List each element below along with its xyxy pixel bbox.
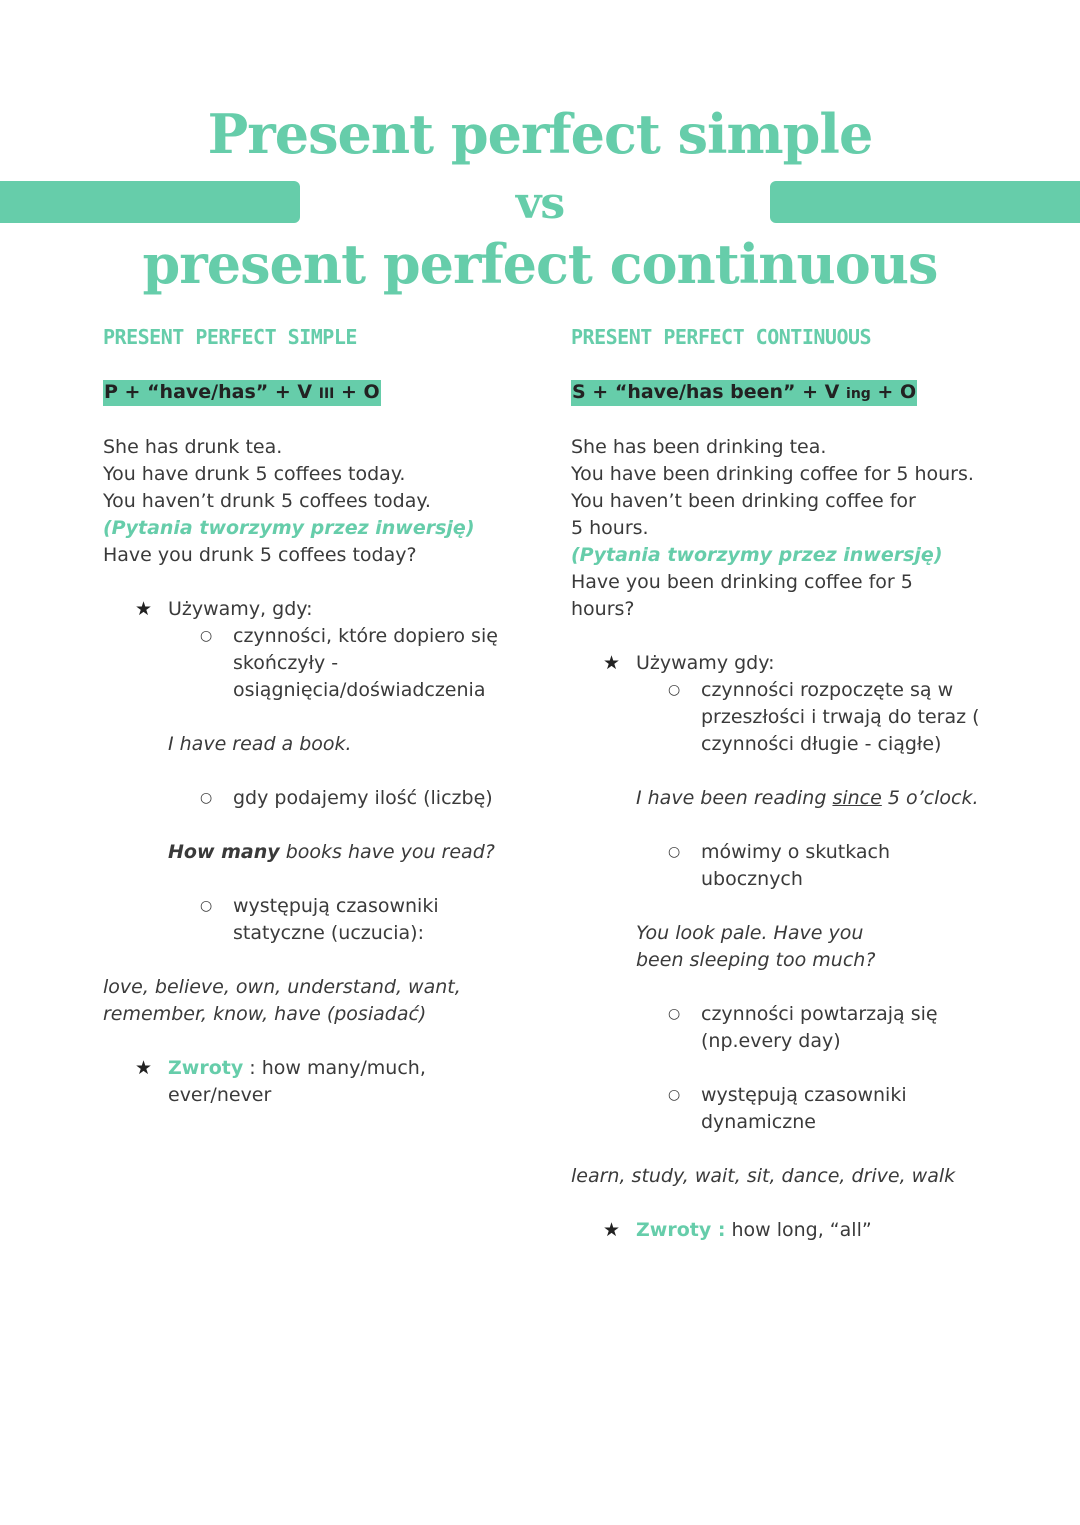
simple-use-3-text: występują czasowniki statyczne (uczucia): bbox=[233, 895, 439, 944]
continuous-phrases-text: how long, “all” bbox=[725, 1219, 872, 1241]
circle-bullet-icon: ○ bbox=[200, 628, 213, 644]
simple-example-1: She has drunk tea. bbox=[103, 436, 283, 458]
continuous-use-1-text: czynności rozpoczęte są w przeszłości i trwają do teraz ( czynności długie - ciągłe) bbox=[701, 679, 980, 755]
continuous-use-1 bbox=[668, 677, 981, 758]
continuous-formula bbox=[571, 380, 917, 406]
continuous-example-reading bbox=[636, 785, 981, 812]
simple-use-1-text: czynności, które dopiero się skończyły - osiągnięcia/doświadczenia bbox=[233, 625, 498, 701]
simple-verbs-line-1: love, believe, own, understand, want, bbox=[103, 976, 461, 998]
simple-example-2: You have drunk 5 coffees today. bbox=[103, 463, 406, 485]
simple-formula-part-b: + O bbox=[334, 381, 380, 403]
simple-formula bbox=[103, 380, 381, 406]
star-icon: ★ bbox=[135, 598, 153, 620]
circle-bullet-icon: ○ bbox=[668, 1006, 681, 1022]
title-line-1: Present perfect simple bbox=[207, 102, 873, 166]
continuous-column bbox=[571, 322, 981, 1244]
continuous-formula-part-a: S + “have/has been” + V bbox=[572, 381, 847, 403]
continuous-examples bbox=[571, 434, 981, 623]
simple-formula-sub: III bbox=[318, 386, 335, 402]
continuous-use-2-text: mówimy o skutkach ubocznych bbox=[701, 841, 891, 890]
continuous-example-3: You haven’t been drinking coffee for 5 hours. bbox=[571, 490, 916, 539]
continuous-phrases bbox=[603, 1217, 981, 1244]
simple-uses bbox=[135, 596, 523, 623]
circle-bullet-icon: ○ bbox=[668, 1087, 681, 1103]
continuous-example-reading-since: since bbox=[832, 787, 882, 809]
continuous-use-2 bbox=[668, 839, 981, 893]
simple-example-3: You haven’t drunk 5 coffees today. bbox=[103, 490, 431, 512]
circle-bullet-icon: ○ bbox=[200, 790, 213, 806]
title-line-3: present perfect continuous bbox=[142, 232, 938, 296]
continuous-phrases-label: Zwroty : bbox=[636, 1219, 726, 1241]
star-icon: ★ bbox=[603, 1219, 621, 1241]
continuous-use-3-text: czynności powtarzają się (np.every day) bbox=[701, 1003, 938, 1052]
continuous-question: Have you been drinking coffee for 5 hours? bbox=[571, 571, 913, 620]
simple-column bbox=[103, 322, 523, 1109]
continuous-question-note: (Pytania tworzymy przez inwersję) bbox=[571, 544, 943, 566]
simple-formula-wrap bbox=[103, 352, 523, 406]
simple-use-2 bbox=[200, 785, 523, 812]
simple-examples bbox=[103, 434, 523, 569]
continuous-use-4 bbox=[668, 1082, 981, 1136]
circle-bullet-icon: ○ bbox=[668, 844, 681, 860]
continuous-example-reading-b: 5 o’clock. bbox=[881, 787, 979, 809]
simple-phrases-label: Zwroty bbox=[168, 1057, 244, 1079]
continuous-example-reading-a: I have been reading bbox=[636, 787, 833, 809]
simple-example-how-many bbox=[168, 839, 523, 866]
continuous-verbs: learn, study, wait, sit, dance, drive, walk bbox=[571, 1165, 956, 1187]
star-icon: ★ bbox=[135, 1057, 153, 1079]
simple-formula-part-a: P + “have/has” + V bbox=[104, 381, 319, 403]
simple-use-3 bbox=[200, 893, 523, 947]
simple-example-how-many-bold: How many bbox=[168, 841, 280, 863]
simple-use-2-text: gdy podajemy ilość (liczbę) bbox=[233, 787, 493, 809]
circle-bullet-icon: ○ bbox=[200, 898, 213, 914]
simple-question: Have you drunk 5 coffees today? bbox=[103, 544, 417, 566]
circle-bullet-icon: ○ bbox=[668, 682, 681, 698]
star-icon: ★ bbox=[603, 652, 621, 674]
simple-heading: PRESENT PERFECT SIMPLE bbox=[103, 325, 357, 349]
continuous-uses-label: Używamy gdy: bbox=[636, 652, 775, 674]
continuous-formula-wrap bbox=[571, 352, 981, 406]
simple-use-1 bbox=[200, 623, 523, 704]
continuous-use-4-text: występują czasowniki dynamiczne bbox=[701, 1084, 907, 1133]
simple-example-how-many-rest: books have you read? bbox=[279, 841, 495, 863]
simple-example-read: I have read a book. bbox=[168, 733, 352, 755]
continuous-example-1: She has been drinking tea. bbox=[571, 436, 827, 458]
continuous-use-3 bbox=[668, 1001, 981, 1055]
continuous-formula-part-b: + O bbox=[870, 381, 917, 403]
title-line-2: vs bbox=[515, 178, 565, 229]
simple-uses-label: Używamy, gdy: bbox=[168, 598, 313, 620]
simple-phrases-text: : how many/much, ever/never bbox=[168, 1057, 426, 1106]
continuous-uses bbox=[603, 650, 981, 677]
continuous-formula-sub: ing bbox=[846, 386, 871, 402]
continuous-example-pale: You look pale. Have you been sleeping too much? bbox=[636, 922, 876, 971]
continuous-heading: PRESENT PERFECT CONTINUOUS bbox=[571, 325, 872, 349]
simple-phrases bbox=[135, 1055, 523, 1109]
simple-question-note: (Pytania tworzymy przez inwersję) bbox=[103, 517, 475, 539]
simple-verbs-line-2: remember, know, have (posiadać) bbox=[103, 1003, 427, 1025]
continuous-example-2: You have been drinking coffee for 5 hours. bbox=[571, 463, 974, 485]
